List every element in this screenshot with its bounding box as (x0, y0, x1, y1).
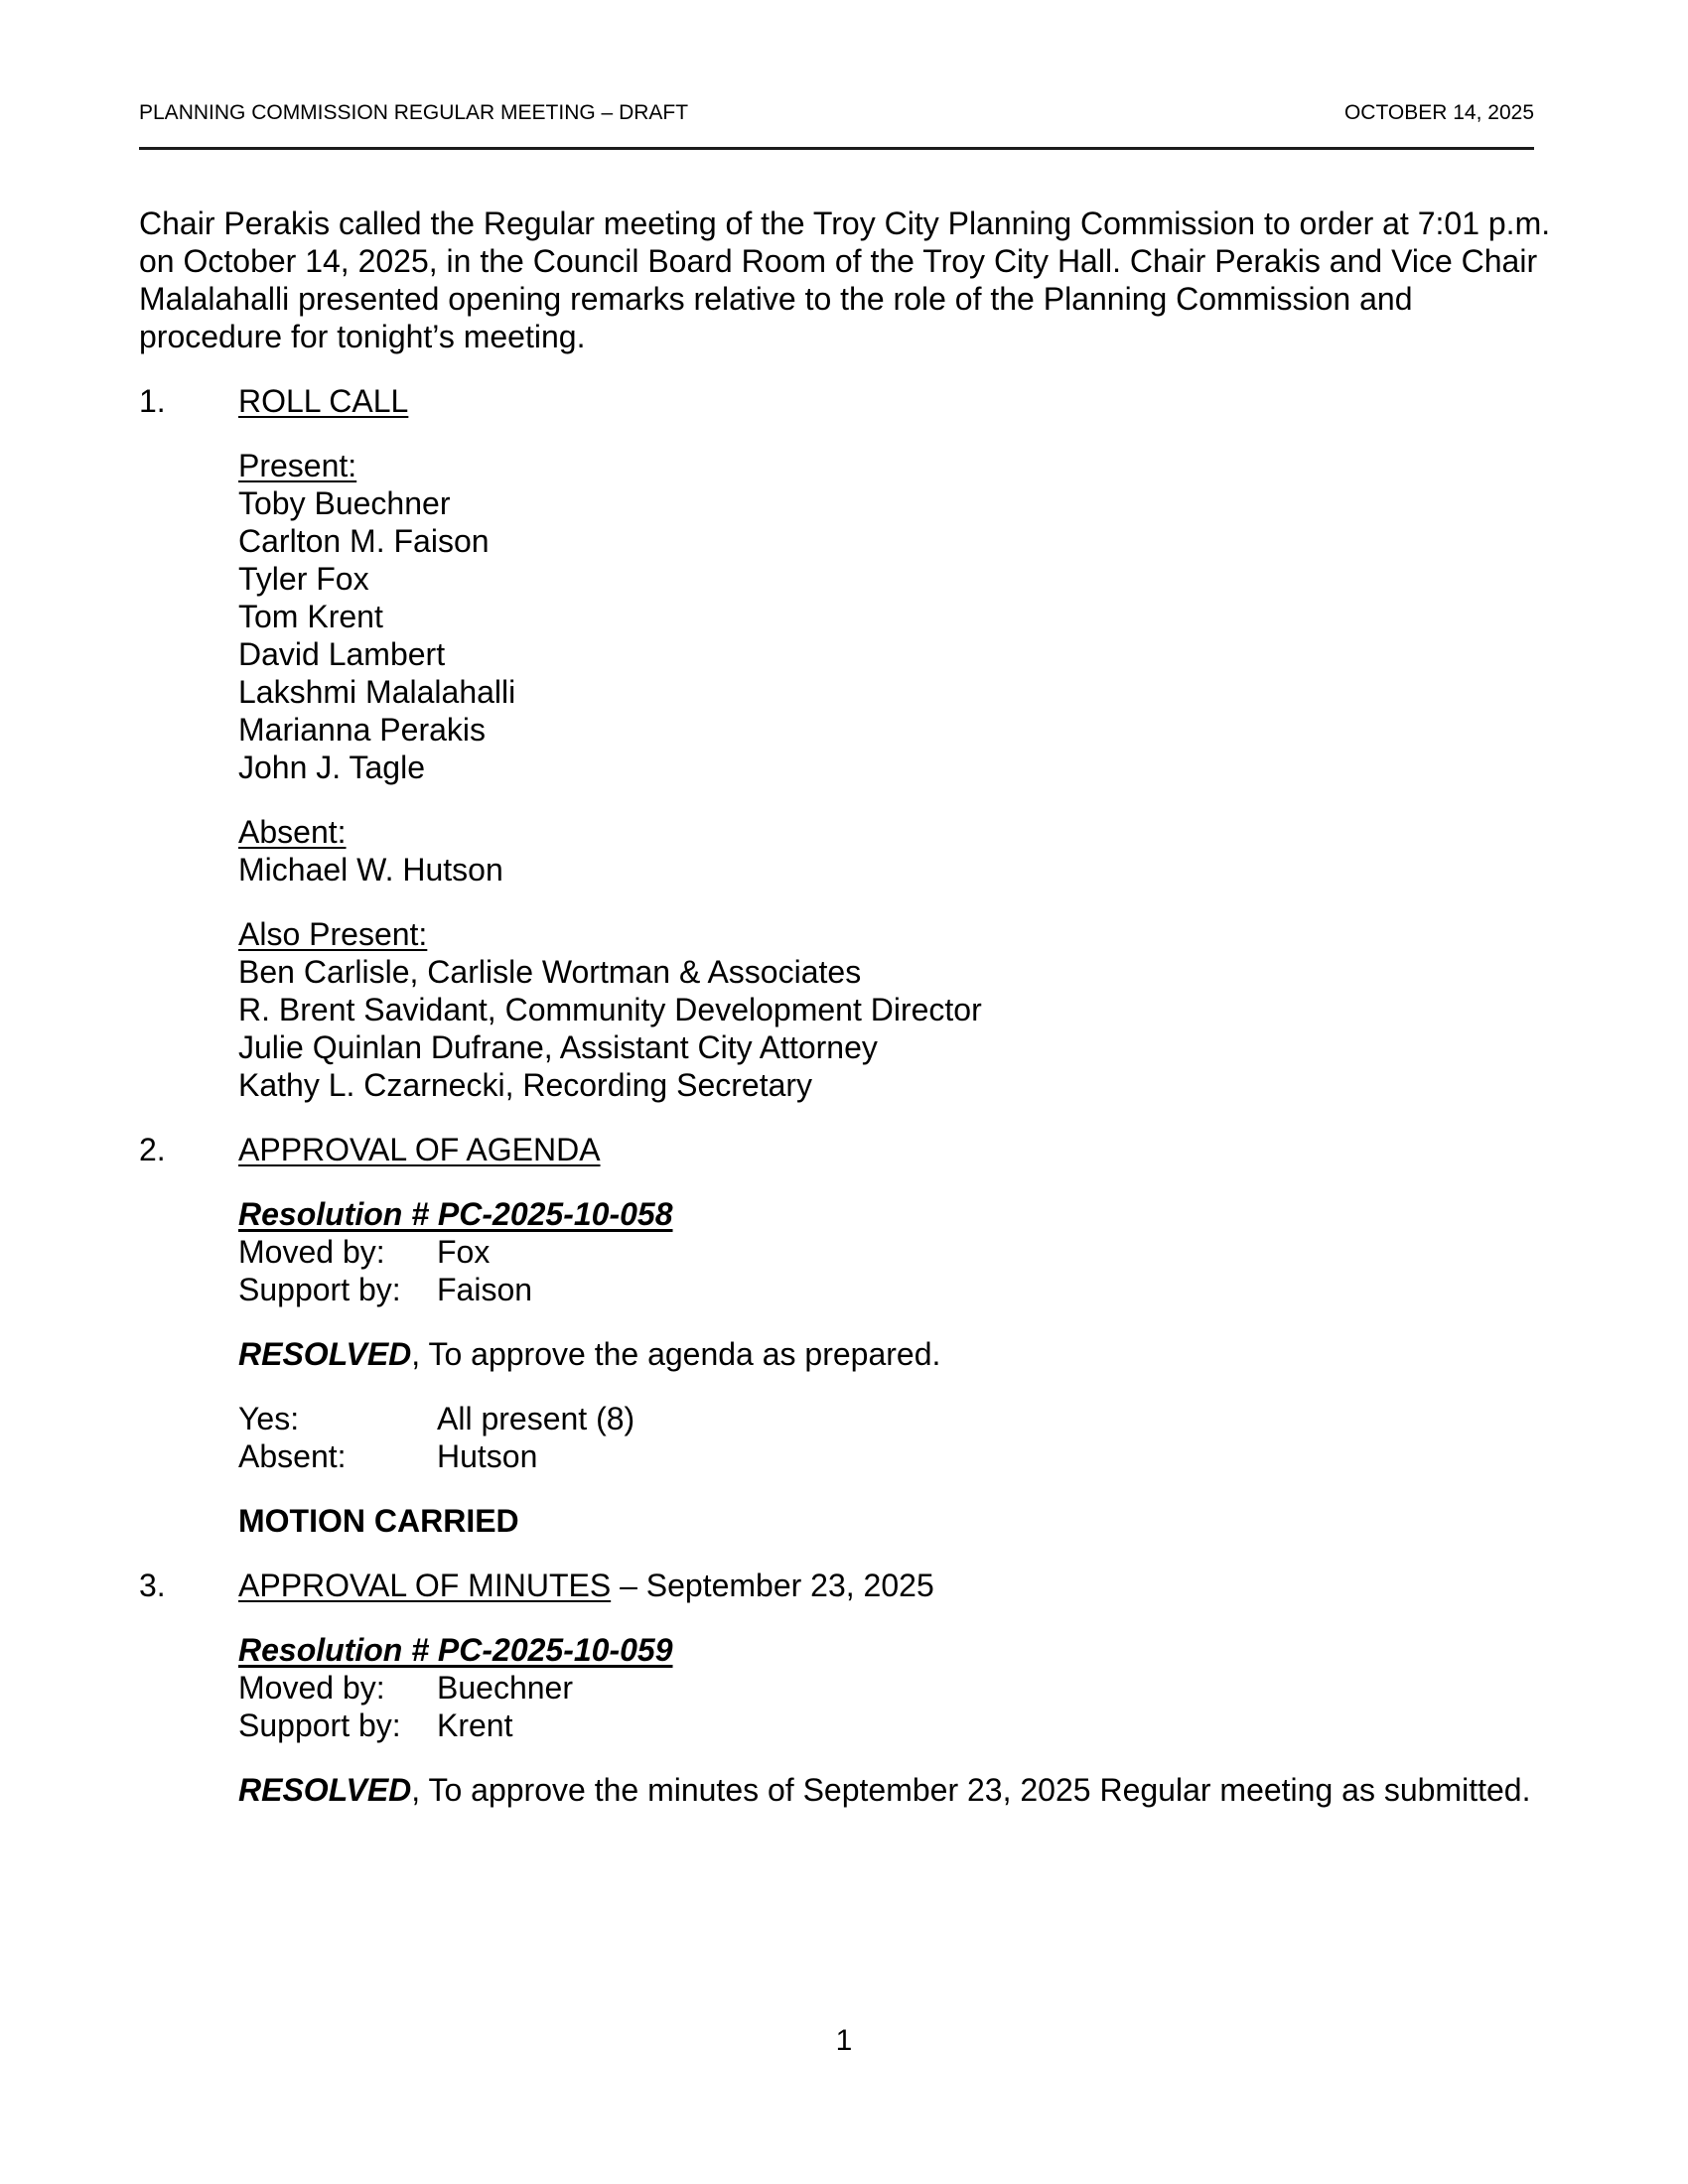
vote-yes-row (238, 1400, 1534, 1437)
present-member: Tyler Fox (238, 561, 369, 597)
section-number: 1. (139, 383, 166, 419)
resolved-text: , To approve the minutes of September 23, 2025 Regular meeting as submitted. (411, 1772, 1531, 1808)
resolved-word: RESOLVED (238, 1336, 412, 1372)
intro-paragraph: Chair Perakis called the Regular meeting of the Troy City Planning Commission to order at 7:01 p.m. on October 14, 2025, in the Council Board Room of the Troy City Hall. Chair Perakis and Vice Chair Malalahalli presented opening remarks relative to the role of the Planning Commission and procedure for tonight’s meeting. (139, 205, 1551, 354)
moved-by-value: Fox (437, 1234, 491, 1270)
also-present-person: Julie Quinlan Dufrane, Assistant City Attorney (238, 1029, 878, 1065)
section-number: 3. (139, 1568, 166, 1603)
resolved-statement (238, 1335, 1534, 1373)
resolved-text: , To approve the agenda as prepared. (411, 1336, 941, 1372)
vote-absent-label: Absent: (238, 1438, 347, 1474)
section-title: APPROVAL OF AGENDA (238, 1132, 601, 1167)
resolution-id: Resolution # PC-2025-10-058 (238, 1196, 673, 1232)
header-meeting-title: PLANNING COMMISSION REGULAR MEETING – DRAFT (139, 101, 689, 124)
vote-absent-value: Hutson (437, 1438, 538, 1474)
also-present-person: R. Brent Savidant, Community Development Director (238, 992, 982, 1027)
resolution-block-059 (238, 1631, 1534, 1744)
resolved-word: RESOLVED (238, 1772, 412, 1808)
present-member: Marianna Perakis (238, 712, 486, 748)
header-divider-rule (139, 147, 1534, 150)
present-label: Present: (238, 448, 357, 483)
document-body (139, 205, 1551, 1836)
section-heading-approval-of-agenda (139, 1131, 1534, 1168)
moved-by-row (238, 1233, 1534, 1271)
also-present-list (238, 915, 1534, 1104)
support-by-label: Support by: (238, 1272, 401, 1307)
resolution-block-058 (238, 1195, 1534, 1308)
vote-tally (238, 1400, 1534, 1475)
resolved-statement (238, 1771, 1534, 1809)
absent-member: Michael W. Hutson (238, 852, 503, 887)
moved-by-label: Moved by: (238, 1670, 385, 1706)
support-by-value: Krent (437, 1707, 513, 1743)
document-header (139, 100, 1534, 126)
support-by-row (238, 1271, 1534, 1308)
section-title: APPROVAL OF MINUTES (238, 1568, 612, 1603)
present-member: Toby Buechner (238, 485, 451, 521)
absent-label: Absent: (238, 814, 347, 850)
support-by-value: Faison (437, 1272, 533, 1307)
page-number: 1 (835, 2024, 853, 2057)
support-by-label: Support by: (238, 1707, 401, 1743)
present-member: John J. Tagle (238, 750, 425, 785)
moved-by-label: Moved by: (238, 1234, 385, 1270)
header-date: OCTOBER 14, 2025 (1343, 101, 1534, 124)
absent-list (238, 813, 1534, 888)
moved-by-row (238, 1669, 1534, 1706)
section-heading-approval-of-minutes (139, 1567, 1534, 1604)
vote-absent-row (238, 1437, 1534, 1475)
support-by-row (238, 1706, 1534, 1744)
present-list (238, 447, 1534, 786)
present-member: Lakshmi Malalahalli (238, 674, 516, 710)
vote-yes-value: All present (8) (437, 1401, 635, 1436)
present-member: Carlton M. Faison (238, 523, 490, 559)
moved-by-value: Buechner (437, 1670, 573, 1706)
section-title-suffix: – September 23, 2025 (611, 1568, 934, 1603)
section-title: ROLL CALL (238, 383, 409, 419)
also-present-person: Ben Carlisle, Carlisle Wortman & Associates (238, 954, 862, 990)
also-present-label: Also Present: (238, 916, 428, 952)
section-number: 2. (139, 1132, 166, 1167)
motion-outcome: MOTION CARRIED (238, 1503, 519, 1539)
resolution-id: Resolution # PC-2025-10-059 (238, 1632, 673, 1668)
present-member: David Lambert (238, 636, 446, 672)
present-member: Tom Krent (238, 599, 383, 634)
also-present-person: Kathy L. Czarnecki, Recording Secretary (238, 1067, 813, 1103)
vote-yes-label: Yes: (238, 1401, 300, 1436)
section-heading-roll-call (139, 382, 1534, 420)
